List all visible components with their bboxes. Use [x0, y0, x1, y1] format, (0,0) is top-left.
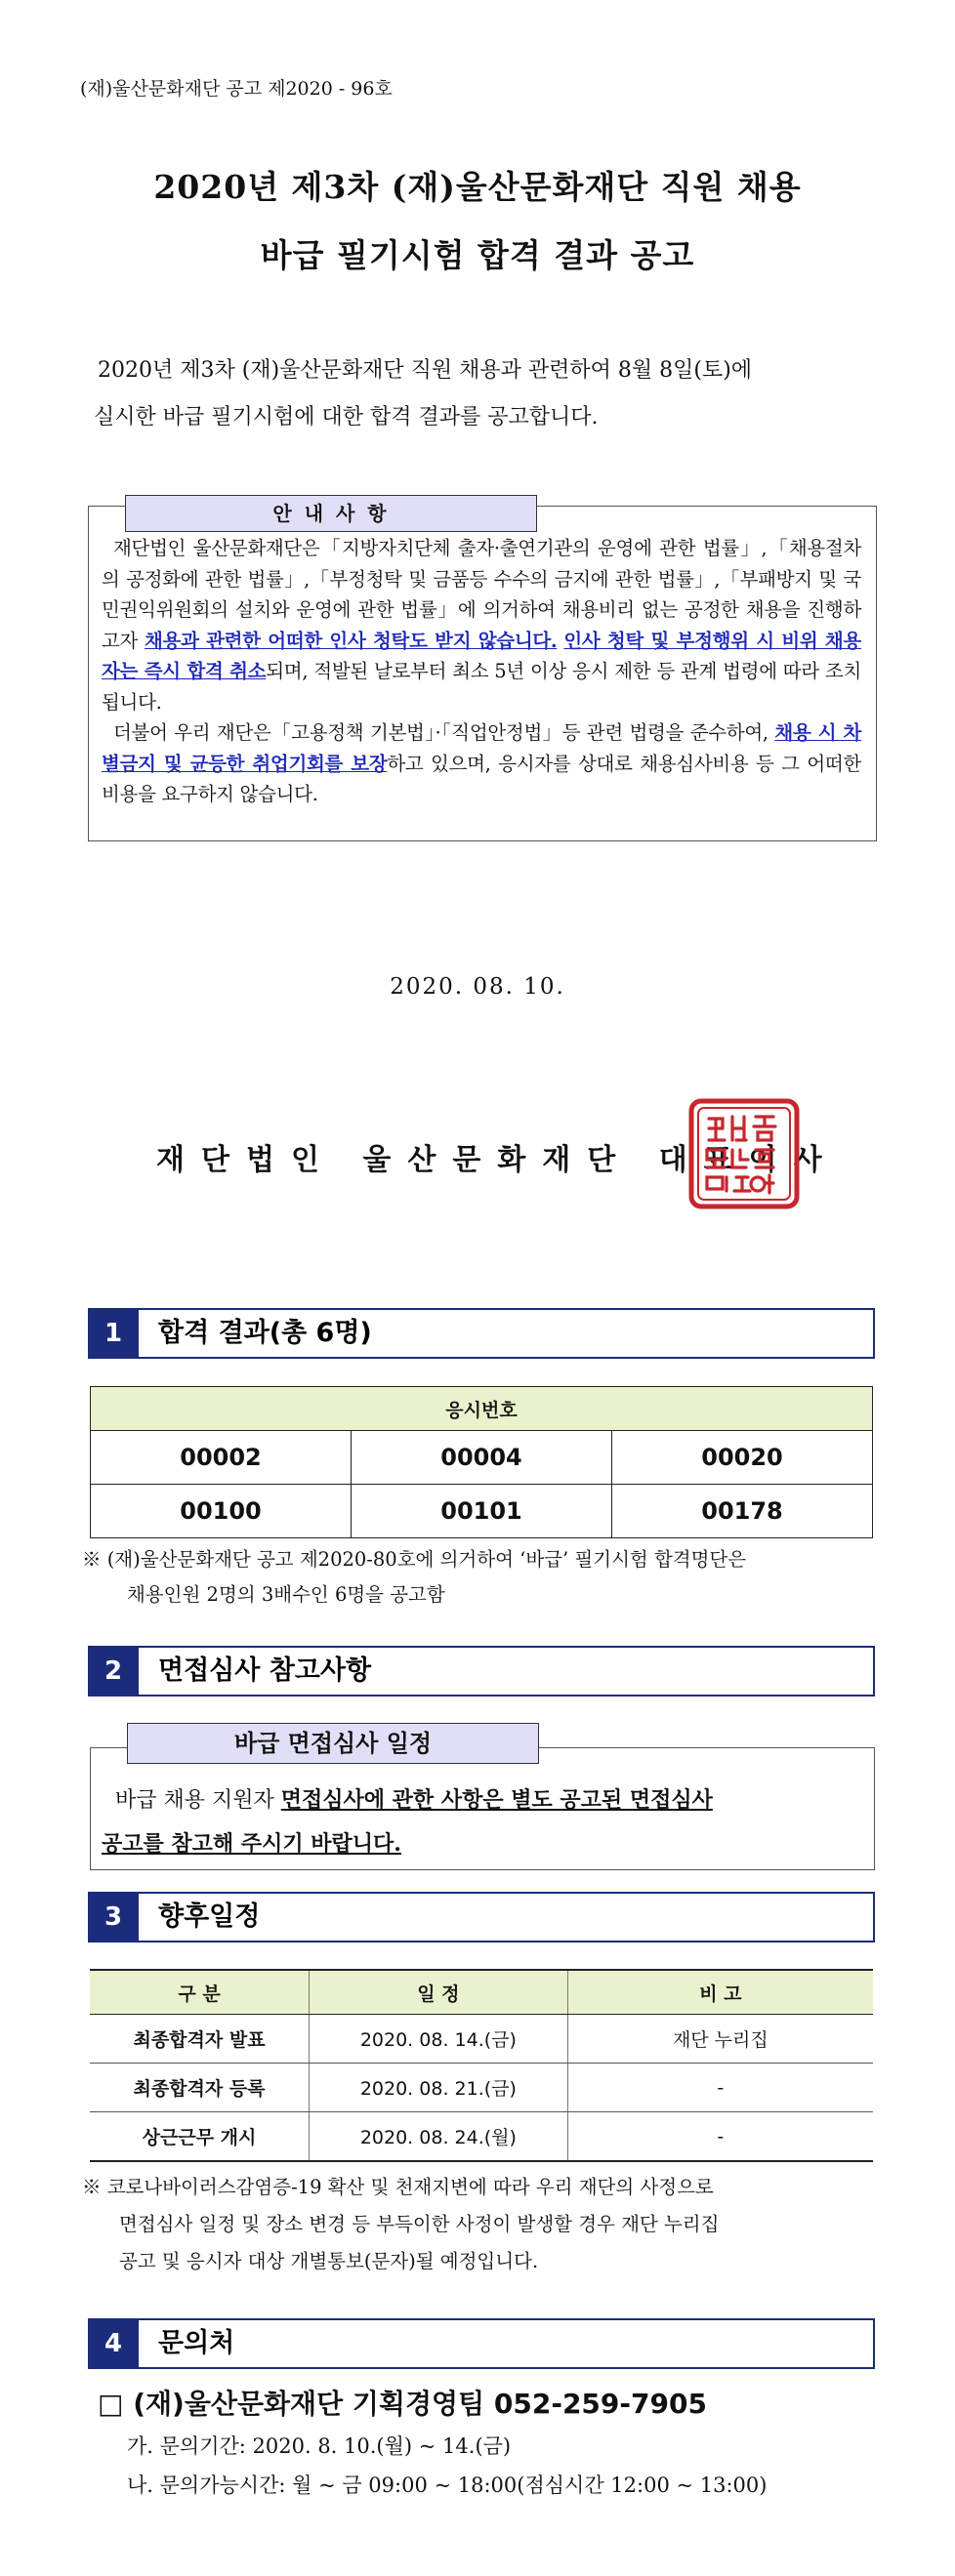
- notice-text: 하고 있으며, 응시자를 상대로 채용심사비용 등 그 어떠한 비용을 요구하지 않습니다.: [102, 752, 861, 805]
- exam-number-cell: 00004: [352, 1431, 612, 1485]
- section-header-schedule: [88, 1892, 875, 1942]
- table-row: [90, 2064, 873, 2112]
- pass-numbers-table: [90, 1386, 873, 1538]
- official-seal: [687, 1097, 801, 1210]
- announcement-date: 2020. 08. 10.: [390, 974, 565, 1000]
- section-title: 합격 결과(총 6명): [158, 1318, 372, 1348]
- note-line: ※ (재)울산문화재단 공고 제2020-80호에 의거하여 ‘바급’ 필기시험 합격명단은: [82, 1548, 747, 1571]
- notice-highlight: 채용 시 차별금지 및 균등한 취업기회를 보장: [102, 721, 861, 775]
- signer-name: 재단법인 울산문화재단 대표이사: [156, 1143, 839, 1177]
- note-line: 공고 및 응시자 대상 개별통보(문자)될 예정입니다.: [119, 2250, 539, 2272]
- notice-text: 재단법인 울산문화재단은「지방자치단체 출자·출연기관의 운영에 관한 법률」,「채용절차의 공정화에 관한 법률」,「부정청탁 및 금품등 수수의 금지에 관한 법률」,「부패방지 및 국민권익위원회의 설치와 운영에 관한 법률」에 의거하여 채용비리 없는 공정한 채용을 진행하고자: [102, 537, 861, 652]
- section-header-contact: [88, 2318, 875, 2369]
- note-line: 면접심사 일정 및 장소 변경 등 부득이한 사정이 발생할 경우 재단 누리집: [119, 2213, 720, 2235]
- interview-emphasis: 공고를 참고해 주시기 바랍니다.: [102, 1831, 401, 1857]
- interview-line: [102, 1779, 863, 1822]
- table-header-row: [90, 1970, 873, 2015]
- section-number: 1: [88, 1310, 139, 1357]
- exam-number-cell: 00178: [612, 1485, 873, 1538]
- section-number: 2: [88, 1648, 139, 1695]
- schedule-remark: -: [567, 2064, 873, 2112]
- contact-period: 가. 문의기간: 2020. 8. 10.(월) ~ 14.(금): [127, 2434, 512, 2458]
- exam-number-cell: 00020: [612, 1431, 873, 1485]
- note-line: ※ 코로나바이러스감염증-19 확산 및 천재지변에 따라 우리 재단의 사정으로: [82, 2176, 714, 2198]
- table-header: 응시번호: [91, 1387, 873, 1431]
- notice-heading: 안 내 사 항: [125, 495, 537, 532]
- intro-paragraph: [94, 348, 875, 441]
- section-header-results: [88, 1308, 875, 1359]
- section-title: 향후일정: [158, 1901, 261, 1932]
- interview-heading: 바급 면접심사 일정: [127, 1723, 539, 1764]
- notice-highlight: 인사 청탁 및 부정행위 시 비위 채용자는 즉시 합격 취소: [102, 629, 861, 682]
- interview-line: [102, 1822, 863, 1866]
- exam-number-cell: 00002: [91, 1431, 352, 1485]
- notice-text: 되며, 적발된 날로부터 최소 5년 이상 응시 제한 등 관계 법령에 따라 조치됩니다.: [102, 660, 861, 714]
- interview-body: [102, 1779, 863, 1866]
- notice-body: [102, 533, 861, 810]
- schedule-remark: 재단 누리집: [567, 2015, 873, 2064]
- note-line: 채용인원 2명의 3배수인 6명을 공고함: [127, 1583, 445, 1606]
- schedule-table: [90, 1969, 873, 2162]
- schedule-date: 2020. 08. 21.(금): [310, 2064, 568, 2112]
- section-header-interview: [88, 1646, 875, 1697]
- page-title-line2: 바급 필기시험 합격 결과 공고: [260, 236, 695, 274]
- interview-text: 바급 채용 지원자: [115, 1788, 281, 1813]
- notice-highlight: 채용과 관련한 어떠한 인사 청탁도 받지 않습니다.: [145, 629, 558, 652]
- document-number: (재)울산문화재단 공고 제2020 - 96호: [80, 78, 393, 100]
- section-title: 면접심사 참고사항: [158, 1656, 372, 1686]
- table-row: [90, 2112, 873, 2162]
- exam-number-cell: 00101: [352, 1485, 612, 1538]
- schedule-remark: -: [567, 2112, 873, 2162]
- interview-emphasis: 면접심사에 관한 사항은 별도 공고된 면접심사: [280, 1787, 713, 1813]
- column-header: 일 정: [310, 1970, 568, 2015]
- schedule-item: 최종합격자 등록: [90, 2064, 310, 2112]
- table-row: [91, 1431, 873, 1485]
- exam-number-cell: 00100: [91, 1485, 352, 1538]
- schedule-note: [82, 2169, 883, 2280]
- intro-line: 실시한 바급 필기시험에 대한 합격 결과를 공고합니다.: [94, 405, 599, 429]
- notice-text: 더불어 우리 재단은「고용정책 기본법」·「직업안정법」등 관련 법령을 준수하여,: [113, 721, 775, 744]
- page-title-line1: 2020년 제3차 (재)울산문화재단 직원 채용: [153, 168, 802, 206]
- schedule-date: 2020. 08. 24.(월): [310, 2112, 568, 2162]
- schedule-item: 최종합격자 발표: [90, 2015, 310, 2064]
- results-note: [82, 1542, 883, 1613]
- column-header: 구 분: [90, 1970, 310, 2015]
- schedule-date: 2020. 08. 14.(금): [310, 2015, 568, 2064]
- intro-line: 2020년 제3차 (재)울산문화재단 직원 채용과 관련하여 8월 8일(토)에: [98, 358, 753, 383]
- column-header: 비 고: [567, 1970, 873, 2015]
- table-row: [90, 2015, 873, 2064]
- notice-paragraph-1: [102, 533, 861, 717]
- notice-paragraph-2: [102, 717, 861, 810]
- section-number: 4: [88, 2320, 139, 2367]
- section-number: 3: [88, 1894, 139, 1941]
- table-row: [91, 1485, 873, 1538]
- contact-info: □ (재)울산문화재단 기획경영팀 052-259-7905: [98, 2388, 707, 2420]
- schedule-item: 상근근무 개시: [90, 2112, 310, 2162]
- contact-hours: 나. 문의가능시간: 월 ~ 금 09:00 ~ 18:00(점심시간 12:00 ~ 13:00): [127, 2474, 768, 2497]
- section-title: 문의처: [158, 2328, 235, 2358]
